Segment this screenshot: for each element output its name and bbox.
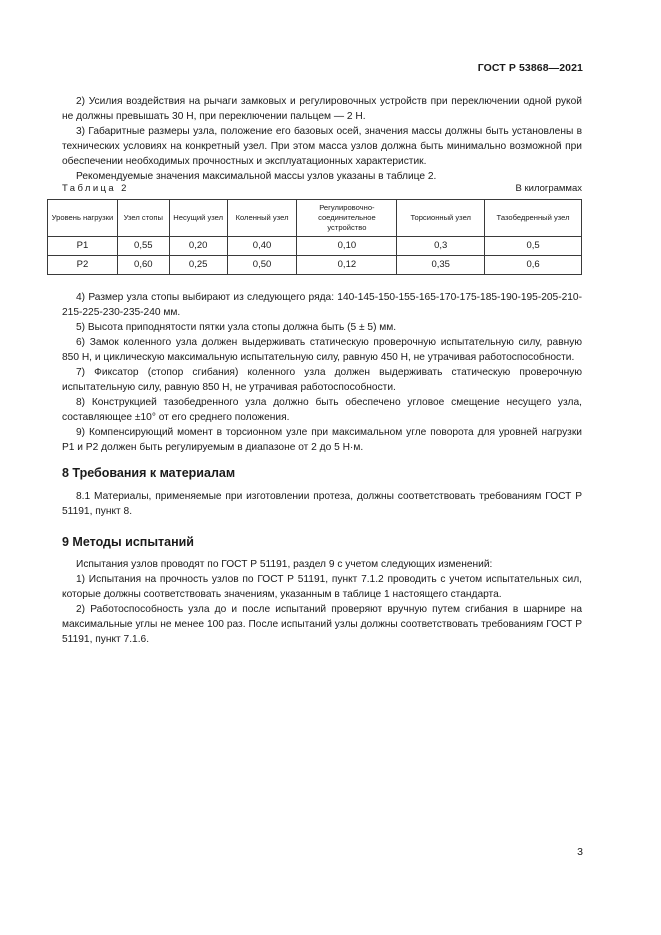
column-header: Коленный узел <box>227 200 297 237</box>
paragraph: 5) Высота приподнятости пятки узла стопы должна быть (5 ± 5) мм. <box>76 322 397 333</box>
table-cell: 0,25 <box>169 256 227 275</box>
max-mass-table <box>47 199 582 275</box>
table-caption: Таблица 2 <box>62 183 129 194</box>
table-cell: 0,5 <box>485 237 582 256</box>
section-8-text <box>62 489 582 519</box>
paragraph: Рекомендуемые значения максимальной массы узлов указаны в таблице 2. <box>76 171 437 182</box>
paragraph: 2) Усилия воздействия на рычаги замковых и регулировочных устройств при переключении одной рукой не должны превышать 30 Н, при переключении пальцем — 2 Н. <box>62 96 582 122</box>
table-cell: 0,6 <box>485 256 582 275</box>
table-cell: 0,40 <box>227 237 297 256</box>
paragraph: 8) Конструкцией тазобедренного узла должно быть обеспечено угловое смещение несущего узла, составляющее ±10° от его среднего положения. <box>62 397 582 423</box>
table-cell: 0,20 <box>169 237 227 256</box>
standard-code-header: ГОСТ Р 53868—2021 <box>477 62 583 74</box>
column-header: Несущий узел <box>169 200 227 237</box>
section-9-text <box>62 557 582 647</box>
paragraph: 8.1 Материалы, применяемые при изготовлении протеза, должны соответствовать требованиям ГОСТ Р 51191, пункт 8. <box>62 491 582 517</box>
column-header: Узел стопы <box>117 200 169 237</box>
table-cell: 0,10 <box>297 237 397 256</box>
table-caption-row <box>62 181 582 195</box>
column-header: Регулировочно-соединительное устройство <box>297 200 397 237</box>
column-header: Тазобедренный узел <box>485 200 582 237</box>
table-cell: 0,60 <box>117 256 169 275</box>
intro-text <box>62 94 582 184</box>
paragraph: 6) Замок коленного узла должен выдерживать статическую проверочную испытательную силу, равную 850 Н, и циклическую максимальную испытательную силу, равную 450 Н, не утрачивая работоспособности. <box>62 337 582 363</box>
column-header: Торсионный узел <box>397 200 485 237</box>
section-8-title: 8 Требования к материалам <box>62 466 236 480</box>
table-row <box>48 237 582 256</box>
table-cell: 0,3 <box>397 237 485 256</box>
table-cell: Р2 <box>48 256 118 275</box>
column-header: Уровень нагрузки <box>48 200 118 237</box>
table-row <box>48 256 582 275</box>
table-cell: 0,12 <box>297 256 397 275</box>
requirements-list <box>62 290 582 455</box>
section-9-title: 9 Методы испытаний <box>62 535 194 549</box>
paragraph: 9) Компенсирующий момент в торсионном узле при максимальном угле поворота для уровней нагрузки Р1 и Р2 должен быть регулируемым в диапазоне от 2 до 5 Н·м. <box>62 427 582 453</box>
table-cell: 0,50 <box>227 256 297 275</box>
paragraph: 1) Испытания на прочность узлов по ГОСТ Р 51191, пункт 7.1.2 проводить с учетом испытательных сил, которые должны соответствовать значениям, указанным в таблице 1 настоящего стандарта. <box>62 574 582 600</box>
paragraph: 7) Фиксатор (стопор сгибания) коленного узла должен выдерживать статическую проверочную испытательную силу, равную 850 Н, не утрачивая работоспособности. <box>62 367 582 393</box>
table-header-row <box>48 200 582 237</box>
table-cell: 0,55 <box>117 237 169 256</box>
table-cell: Р1 <box>48 237 118 256</box>
table-units: В килограммах <box>515 183 582 194</box>
table-cell: 0,35 <box>397 256 485 275</box>
paragraph: 3) Габаритные размеры узла, положение его базовых осей, значения массы должны быть установлены в технических условиях на конкретный узел. При этом масса узлов должна быть минимально возможной при обеспечении необходимых прочностных и эксплуатационных характеристик. <box>62 126 582 167</box>
page-number: 3 <box>577 846 583 858</box>
paragraph: 2) Работоспособность узла до и после испытаний проверяют вручную путем сгибания в шарнире на максимальные углы не менее 100 раз. После испытаний узлы должны соответствовать требованиям ГОСТ Р 51191, пункт 7.1.6. <box>62 604 582 645</box>
paragraph: 4) Размер узла стопы выбирают из следующего ряда: 140-145-150-155-165-170-175-185-190-195-205-210-215-225-230-235-240 мм. <box>62 292 582 318</box>
paragraph: Испытания узлов проводят по ГОСТ Р 51191, раздел 9 с учетом следующих изменений: <box>76 559 493 570</box>
